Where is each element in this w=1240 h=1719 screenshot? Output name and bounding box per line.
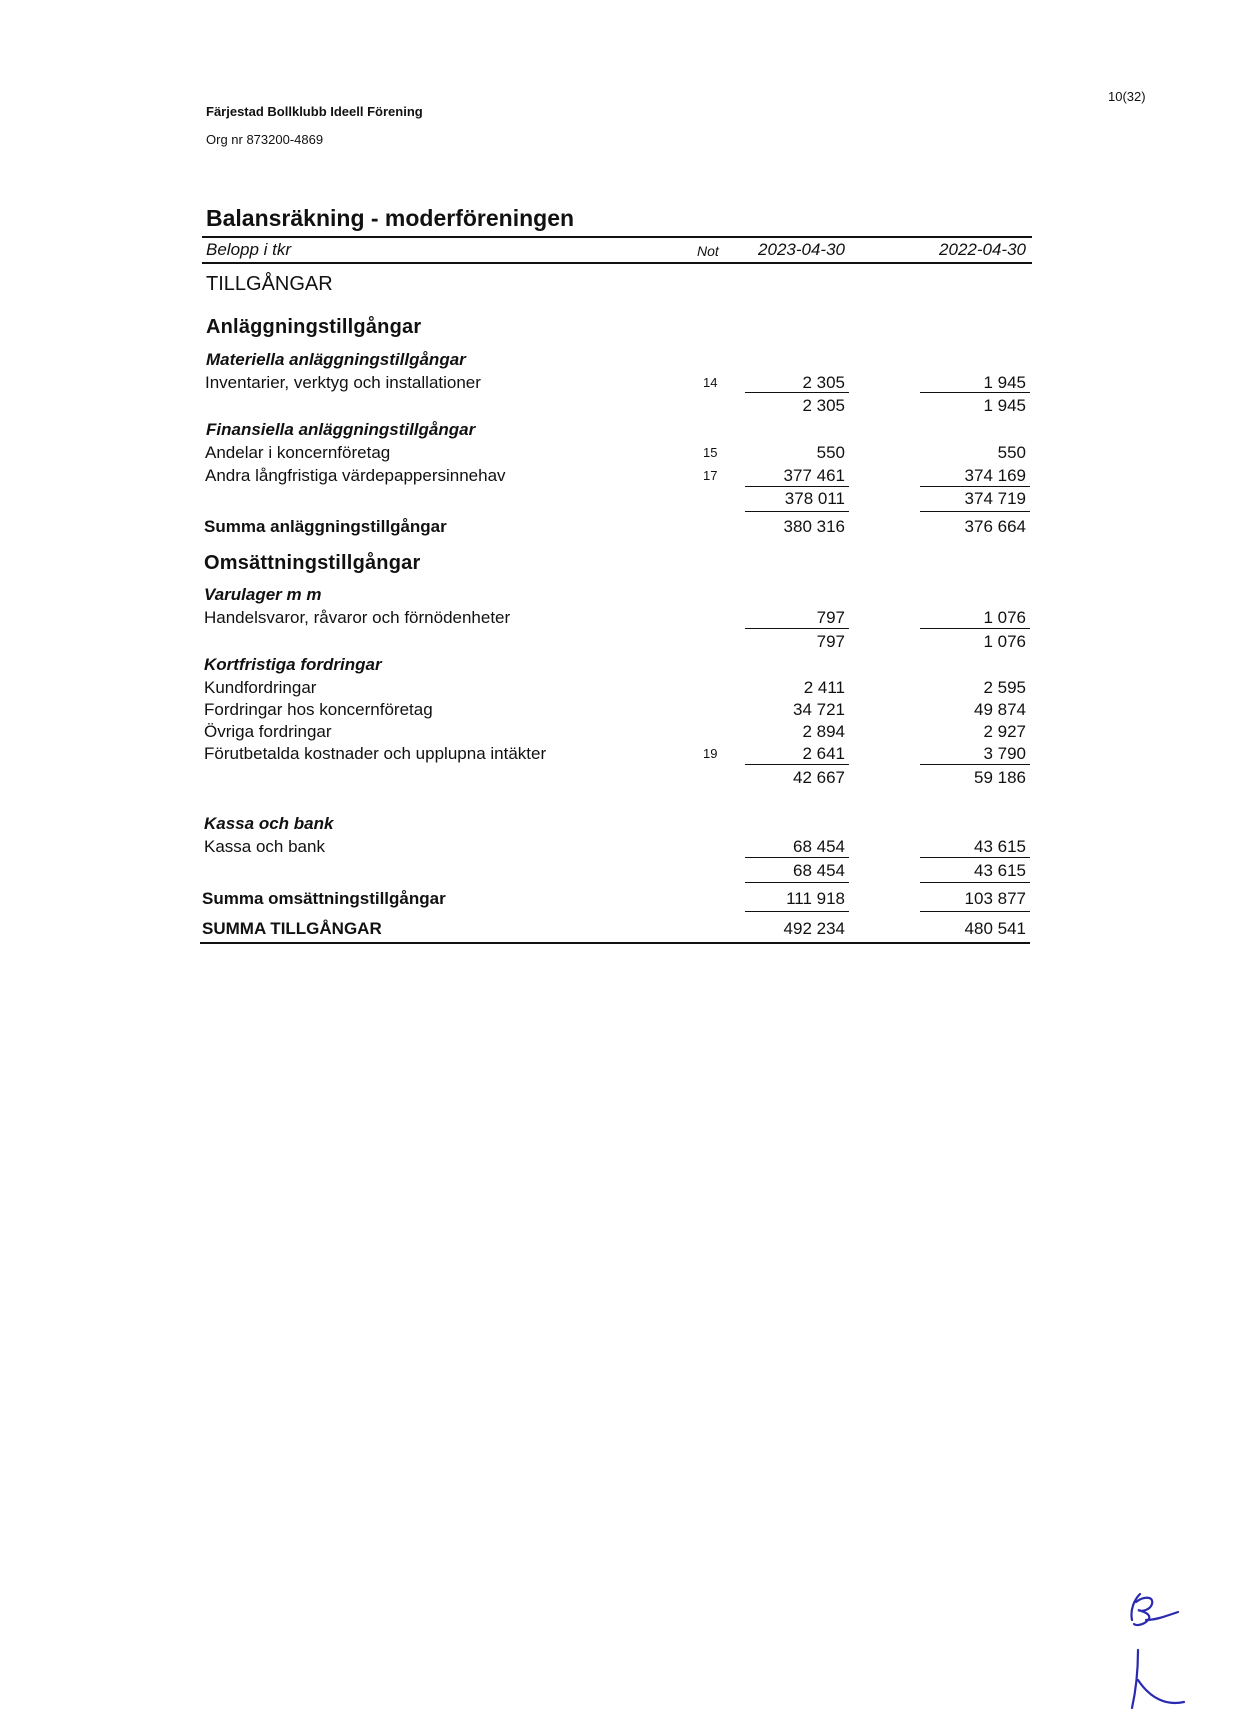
subtotal-rule: [920, 486, 1030, 487]
value-2023: 2 305: [802, 373, 845, 392]
subheading-inventory: Varulager m m: [204, 585, 322, 604]
table-bottom-rule: [200, 942, 1030, 944]
subheading-tangible: Materiella anläggningstillgångar: [206, 350, 466, 369]
subtotal-rule: [745, 764, 849, 765]
row-label: Övriga fordringar: [204, 722, 332, 741]
row-label: Inventarier, verktyg och installationer: [205, 373, 481, 392]
sum-total-2023: 492 234: [783, 919, 845, 938]
value-2022: 550: [997, 443, 1026, 462]
subheading-receivables: Kortfristiga fordringar: [204, 655, 382, 674]
subheading-cash: Kassa och bank: [204, 814, 334, 833]
subtotal-rule: [745, 486, 849, 487]
value-2022: 3 790: [983, 744, 1026, 763]
subtotal-2023: 378 011: [784, 489, 845, 508]
signature-initials: [1120, 1590, 1200, 1719]
amount-unit-label: Belopp i tkr: [206, 240, 292, 259]
sum-fixed-2023: 380 316: [783, 517, 845, 536]
organization-number: Org nr 873200-4869: [206, 132, 324, 147]
row-label: Förutbetalda kostnader och upplupna intäkter: [204, 744, 547, 763]
sum-rule: [745, 911, 849, 912]
subtotal-2023: 797: [816, 632, 845, 651]
value-2023: 2 411: [803, 678, 845, 697]
sum-rule: [920, 911, 1030, 912]
row-label: Fordringar hos koncernföretag: [204, 700, 433, 719]
value-2023: 68 454: [793, 837, 845, 856]
row-label: Kundfordringar: [204, 678, 317, 697]
note-ref: 14: [703, 375, 718, 390]
page-number: 10(32): [1108, 89, 1146, 104]
sum-rule: [745, 511, 849, 512]
note-column-header: Not: [697, 243, 719, 259]
row-label: Handelsvaror, råvaror och förnödenheter: [204, 608, 511, 627]
subtotal-2022: 43 615: [974, 861, 1026, 880]
subtotal-rule: [745, 628, 849, 629]
row-label: Kassa och bank: [204, 837, 325, 856]
signature-stroke: [1131, 1594, 1178, 1625]
value-2023: 377 461: [783, 466, 845, 485]
subtotal-2023: 68 454: [793, 861, 845, 880]
year-column-2023: 2023-04-30: [758, 240, 845, 259]
sum-rule: [920, 511, 1030, 512]
value-2023: 34 721: [793, 700, 845, 719]
value-2023: 797: [816, 608, 845, 627]
note-ref: 17: [703, 468, 718, 483]
page-title: Balansräkning - moderföreningen: [206, 205, 575, 231]
note-ref: 15: [703, 445, 718, 460]
sum-total-label: SUMMA TILLGÅNGAR: [202, 919, 382, 938]
sum-fixed-label: Summa anläggningstillgångar: [204, 517, 447, 536]
value-2022: 1 076: [983, 608, 1026, 627]
subtotal-rule: [920, 857, 1030, 858]
signature-stroke: [1132, 1650, 1184, 1708]
subtotal-rule: [745, 857, 849, 858]
value-2023: 2 641: [802, 744, 845, 763]
sum-rule: [920, 882, 1030, 883]
year-column-2022: 2022-04-30: [939, 240, 1026, 259]
sum-total-2022: 480 541: [964, 919, 1026, 938]
subtotal-2022: 374 719: [964, 489, 1026, 508]
value-2022: 49 874: [974, 700, 1026, 719]
value-2022: 43 615: [974, 837, 1026, 856]
section-assets: TILLGÅNGAR: [206, 273, 333, 295]
header-bottom-rule: [202, 262, 1032, 264]
section-current-assets: Omsättningstillgångar: [204, 552, 421, 574]
sum-rule: [745, 882, 849, 883]
subtotal-rule: [920, 764, 1030, 765]
section-fixed-assets: Anläggningstillgångar: [206, 316, 422, 338]
subheading-financial: Finansiella anläggningstillgångar: [206, 420, 476, 439]
value-2023: 550: [816, 443, 845, 462]
row-label: Andra långfristiga värdepappersinnehav: [205, 466, 506, 485]
value-2022: 2 595: [983, 678, 1026, 697]
subtotal-rule: [745, 392, 849, 393]
sum-current-2023: 111 918: [786, 889, 845, 908]
subtotal-2022: 59 186: [974, 768, 1026, 787]
subtotal-2023: 2 305: [802, 396, 845, 415]
sum-current-label: Summa omsättningstillgångar: [202, 889, 446, 908]
subtotal-rule: [920, 628, 1030, 629]
sum-fixed-2022: 376 664: [964, 517, 1026, 536]
subtotal-2023: 42 667: [793, 768, 845, 787]
subtotal-2022: 1 945: [983, 396, 1026, 415]
sum-current-2022: 103 877: [964, 889, 1026, 908]
value-2022: 374 169: [964, 466, 1026, 485]
organization-name: Färjestad Bollklubb Ideell Förening: [206, 104, 423, 119]
subtotal-2022: 1 076: [983, 632, 1026, 651]
value-2022: 1 945: [983, 373, 1026, 392]
note-ref: 19: [703, 746, 718, 761]
value-2023: 2 894: [802, 722, 845, 741]
header-top-rule: [202, 236, 1032, 238]
subtotal-rule: [920, 392, 1030, 393]
row-label: Andelar i koncernföretag: [205, 443, 391, 462]
value-2022: 2 927: [983, 722, 1026, 741]
